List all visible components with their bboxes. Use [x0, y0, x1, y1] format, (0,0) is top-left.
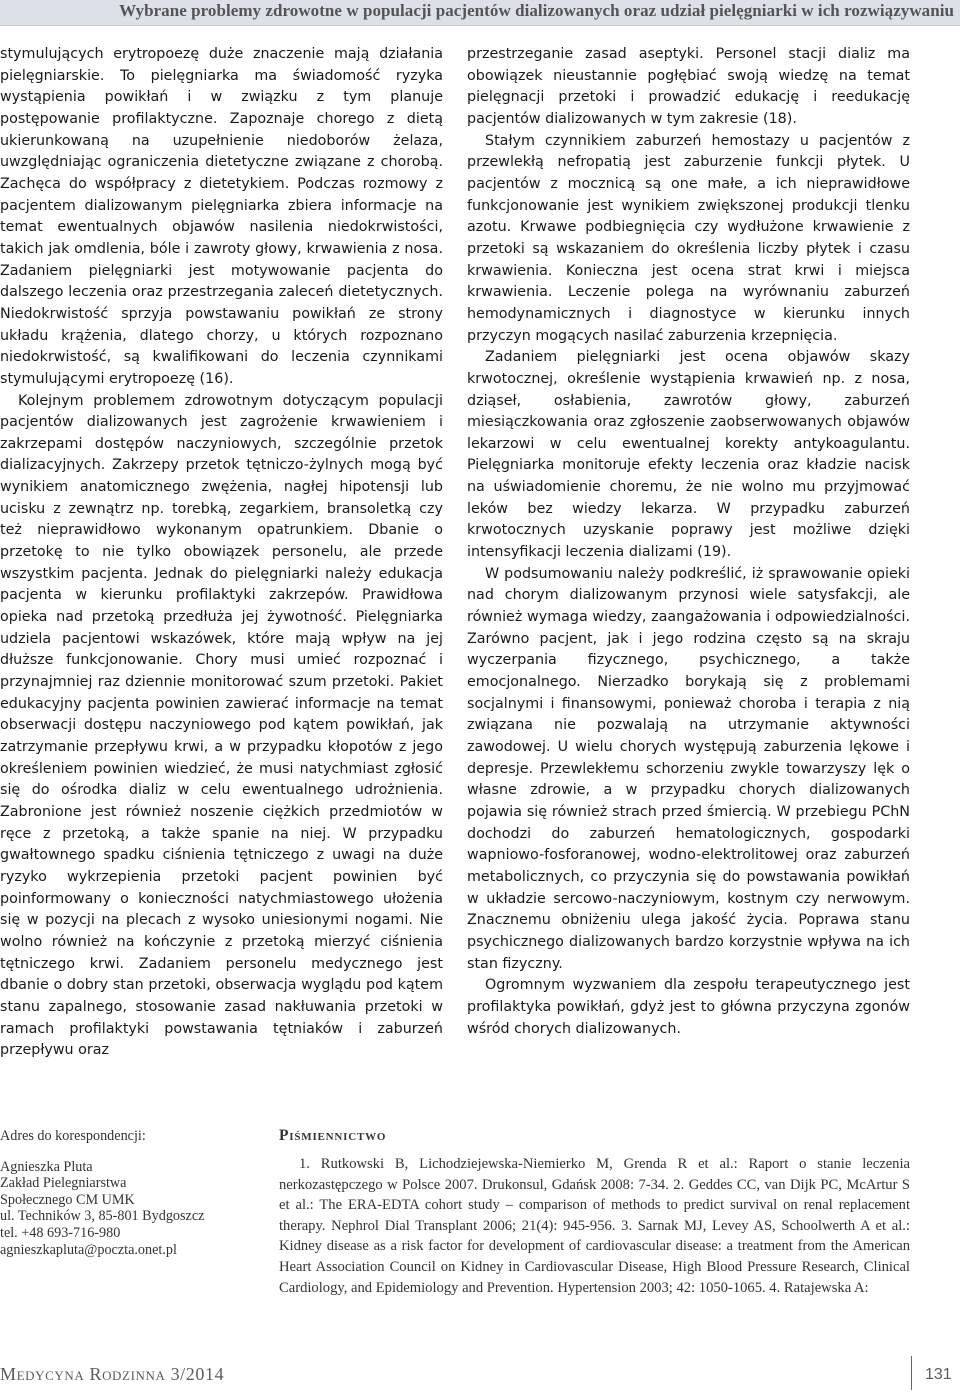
running-header-bar [0, 0, 960, 26]
references-heading: Piśmiennictwo [279, 1127, 387, 1144]
right-paragraph-3: Zadaniem pielęgniarki jest ocena objawów skazy krwotocznej, określenie wystąpienia krwawień np. z nosa, dziąseł, osłabienia, zawrotów głowy, zaburzeń miesiączkowania oraz zgłoszenie zaobserwowanych objawów lekarzowi w celu ewentualnej korekty antykoagulantu. Pielęgniarka monitoruje efekty leczenia oraz kładzie nacisk na uświadomienie choremu, że nie wolno mu przyjmować leków bez wiedzy lekarza. W przypadku zaburzeń krwotocznych uzyskanie poprawy jest możliwe dzięki intensyfikacji leczenia dializami (19). [467, 349, 910, 561]
correspondence-department-cont: Społecznego CM UMK [0, 1191, 135, 1208]
correspondence-phone: tel. +48 693-716-980 [0, 1224, 121, 1241]
right-paragraph-2: Stałym czynnikiem zaburzeń hemostazy u pacjentów z przewlekłą nefropatią jest zaburzenie funkcji płytek. U pacjentów z mocznicą są one małe, a ich nieprawidłowe funkcjonowanie jest wynikiem zwiększonej produkcji tlenku azotu. Krwawe podbiegnięcia czy wydłużone krwawienie z przetoki są wskazaniem do określenia liczby płytek i czasu krwawienia. Konieczna jest ocena strat krwi i miejsca krwawienia. Leczenie polega na wyrównaniu zaburzeń hemodynamicznych i diagnostyce w kierunku innych przyczyn mogących nasilać zaburzenia krzepnięcia. [467, 132, 910, 344]
page-number: 131 [925, 1366, 952, 1383]
left-paragraph-1: stymulujących erytropoezę duże znaczenie mają działania pielęgniarskie. To pielęgniarka ma świadomość ryzyka wystąpienia powikłań i w związku z tym planuje postępowanie profilaktyczne. Zapoznaje chorego z dietą ukierunkowaną na uzupełnienie niedoborów żelaza, uwzględniając ograniczenia dietetyczne związane z chorobą. Zachęca do współpracy z dietetykiem. Podczas rozmowy z pacjentem dializowanym pielęgniarka zbiera informacje na temat ewentualnych objawów nasilenia niedokrwistości, takich jak omdlenia, bóle i zawroty głowy, krwawienia z nosa. Zadaniem pielęgniarki jest motywowanie pacjenta do dalszego leczenia oraz przestrzegania zaleceń dietetycznych. Niedokrwistość sprzyja powstawaniu powikłań ze strony układu krążenia, dlatego chorzy, u których rozpoznano niedokrwistość, są kwalifikowani do leczenia czynnikami stymulującymi erytropoezę (16). [0, 46, 443, 387]
journal-footer-title: Medycyna Rodzinna 3/2014 [0, 1364, 225, 1384]
correspondence-street: ul. Techników 3, 85-801 Bydgoszcz [0, 1208, 205, 1225]
right-column [467, 44, 910, 1040]
left-paragraph-2: Kolejnym problemem zdrowotnym dotyczącym populacji pacjentów dializowanych jest zagrożenie krwawieniem i zakrzepami dostępów naczyniowych, szczególnie przetok dializacyjnych. Zakrzepy przetok tętniczo-żylnych mogą być wynikiem anatomicznego zwężenia, nagłej hipotensji lub ucisku z zewnątrz np. torebką, zegarkiem, bransoletką czy też nieprawidłowo wykonanym opatrunkiem. Dbanie o przetokę to nie tylko obowiązek personelu, ale przede wszystkim pacjenta. Jednak do pielęgniarki należy edukacja pacjenta w kierunku profilaktyki zakrzepów. Prawidłowa opieka nad przetoką przedłuża jej żywotność. Pielęgniarka udziela pacjentowi wskazówek, które mają wpływ na jej dłuższe funkcjonowanie. Chory musi umieć rozpoznać i przynajmniej raz dziennie monitorować szum przetoki. Pakiet edukacyjny pacjenta powinien zawierać informacje na temat obserwacji dostępu naczyniowego pod kątem powikłań, jak zatrzymanie przepływu krwi, a w przypadku kłopotów z jego określeniem powinien wiedzieć, że musi natychmiast zgłosić się do ośrodka dializ w celu ewentualnego udrożnienia. Zabronione jest również noszenie ciężkich przedmiotów w ręce z przetoką, a także spanie na niej. W przypadku gwałtownego spadku ciśnienia tętniczego z uwagi na duże ryzyko wykrzepienia przetoki pacjent powinien być poinformowany o konieczności natychmiastowego ułożenia się w pozycji na plecach z wysoko uniesionymi nogami. Nie wolno również na kończynie z przetoką mierzyć ciśnienia tętniczego krwi. Zadaniem personelu medycznego jest dbanie o dobry stan przetoki, obserwacja wyglądu pod kątem stanu zapalnego, stosowanie zasad nakłuwania przetoki w ramach profilaktyki powstawania tętniaków i zaburzeń przepływu oraz [0, 392, 443, 1059]
right-paragraph-4: W podsumowaniu należy podkreślić, iż sprawowanie opieki nad chorym dializowanym przynosi wiele satysfakcji, ale również wymaga wiedzy, zaangażowania i odpowiedzialności. Zarówno pacjent, jak i jego rodzina często są na skraju wyczerpania fizycznego, psychicznego, a także emocjonalnego. Nierzadko borykają się z problemami socjalnymi i finansowymi, ponieważ choroba i terapia z nią związana nie pozwalają na utrzymanie aktywności zawodowej. U wielu chorych występują zaburzenia lękowe i depresje. Przewlekłemu schorzeniu zwykle towarzyszy lęk o własne zdrowie, a w przypadku chorych dializowanych pojawia się również strach przed śmiercią. W przebiegu PChN dochodzi do zaburzeń hematologicznych, gospodarki wapniowo-fosforanowej, wodno-elektrolitowej oraz zaburzeń metabolicznych, co przyczynia się do powstawania powikłań w układzie sercowo-naczyniowym, kostnym czy nerwowym. Znacznemu obniżeniu ulega jakość życia. Poprawa stanu psychicznego dializowanych bardzo korzystnie wpływa na ich stan fizyczny. [467, 565, 910, 972]
correspondence-block [0, 1128, 260, 1258]
right-paragraph-5: Ogromnym wyzwaniem dla zespołu terapeutycznego jest profilaktyka powikłań, gdyż jest to główna przyczyna zgonów wśród chorych dializowanych. [467, 977, 910, 1037]
references-list: 1. Rutkowski B, Lichodziejewska-Niemierko M, Grenda R et al.: Raport o stanie leczenia nerkozastępczego w Polsce 2007. Drukonsul, Gdańsk 2008: 7-34. 2. Geddes CC, van Dijk PC, McArtur S et al.: The ERA-EDTA cohort study – comparison of methods to predict survival on renal replacement therapy. Nephrol Dial Transplant 2006; 21(4): 945-956. 3. Sarnak MJ, Levey AS, Schoolwerth A et al.: Kidney disease as a risk factor for development of cardiovascular disease: a treatment from the American Heart Association Council on Kidney in Cardiovascular Disease, High Blood Pressure Research, Clinical Cardiology, and Epidemiology and Prevention. Hypertension 2003; 42: 1050-1065. 4. Ratajewska A: [279, 1156, 910, 1296]
right-paragraph-1: przestrzeganie zasad aseptyki. Personel stacji dializ ma obowiązek nieustannie pogłębiać swoją wiedzę na temat pielęgnacji przetoki i prowadzić edukację i reedukację pacjentów dializowanych w tym zakresie (18). [467, 46, 910, 127]
running-title: Wybrane problemy zdrowotne w populacji pacjentów dializowanych oraz udział pielęgniarki w ich rozwiązywaniu [119, 1, 954, 20]
left-column [0, 44, 443, 1062]
correspondence-department: Zakład Pielegniarstwa [0, 1175, 127, 1192]
correspondence-name: Agnieszka Pluta [0, 1158, 93, 1175]
correspondence-title: Adres do korespondencji: [0, 1128, 146, 1144]
footer-divider [911, 1356, 912, 1390]
correspondence-email: agnieszkapluta@poczta.onet.pl [0, 1241, 177, 1258]
